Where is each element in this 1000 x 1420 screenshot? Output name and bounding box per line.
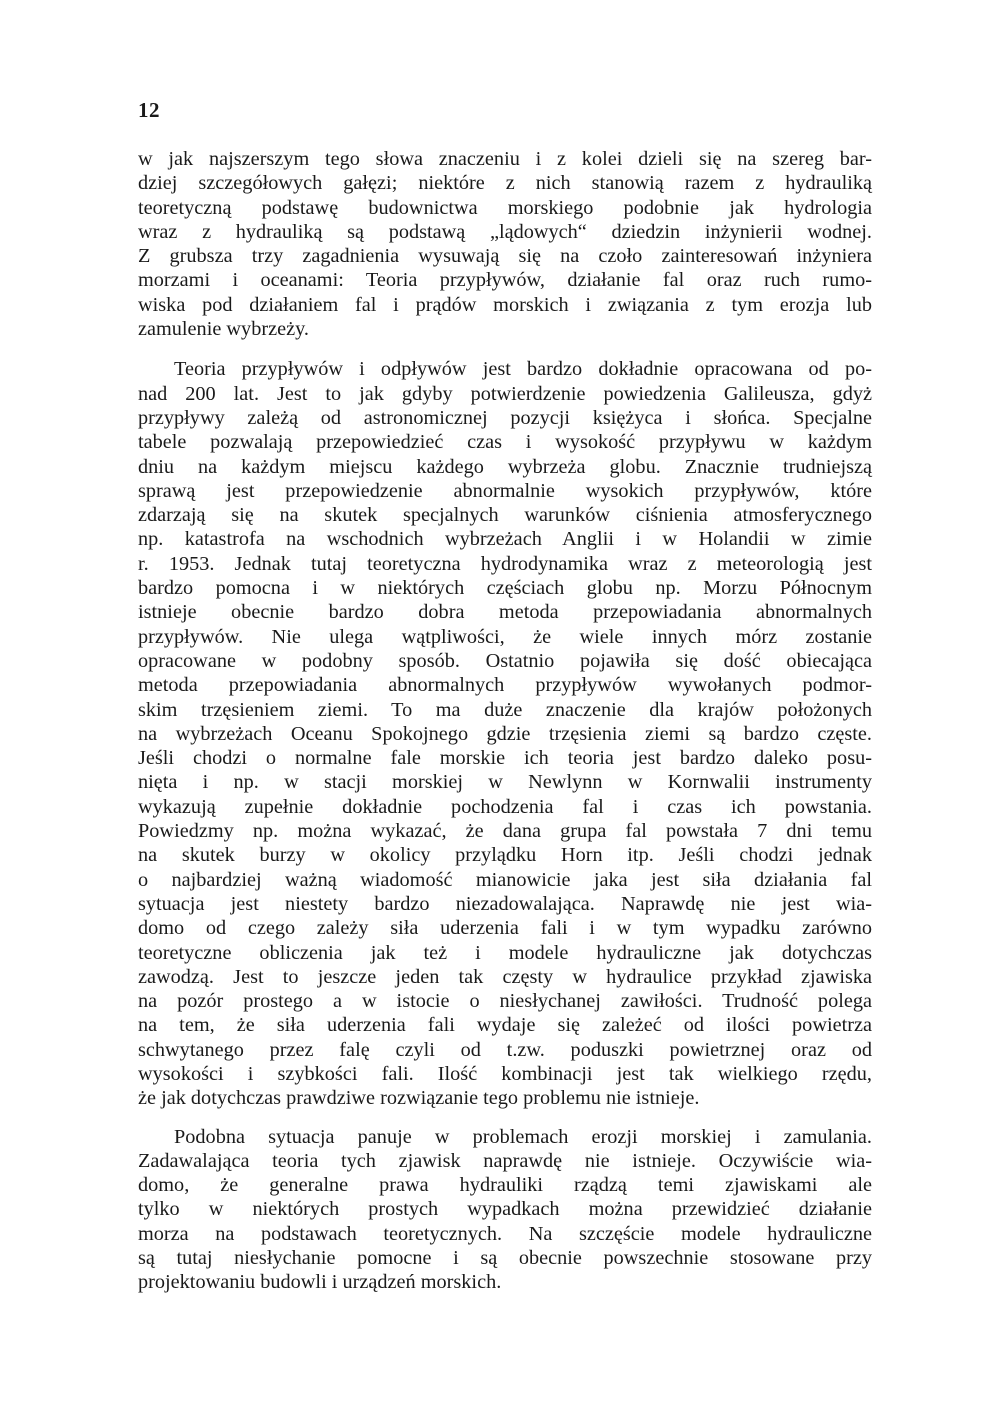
body-text	[138, 147, 872, 1295]
text-line: Podobna sytuacja panuje w problemach erozji morskiej i zamulania.	[174, 1125, 872, 1148]
text-line: domo od czego zależy siła uderzenia fali i w tym wypadku zarówno	[138, 917, 872, 940]
text-line: Powiedzmy np. można wykazać, że dana grupa fal powstała 7 dni temu	[138, 820, 872, 843]
text-line: przypływów. Nie ulega wątpliwości, że wiele innych mórz zostanie	[138, 625, 872, 648]
text-line: bardzo pomocna i w niektórych częściach globu np. Morzu Północnym	[138, 577, 872, 600]
text-line: dziej szczegółowych gałęzi; niektóre z nich stanowią razem z hydrauliką	[138, 172, 872, 195]
text-line: na skutek burzy w okolicy przylądku Horn itp. Jeśli chodzi jednak	[138, 844, 872, 867]
text-line: r. 1953. Jednak tutaj teoretyczna hydrodynamika wraz z meteorologią jest	[138, 552, 872, 575]
text-line: morzami i oceanami: Teoria przypływów, działanie fal oraz ruch rumo-	[138, 269, 872, 292]
text-line: sprawą jest przepowiedzenie abnormalnie wysokich przypływów, które	[138, 479, 872, 502]
text-line: na tem, że siła uderzenia fali wydaje się zależeć od ilości powietrza	[138, 1014, 872, 1037]
paragraph-2	[138, 357, 872, 1110]
paragraph-1	[138, 147, 872, 341]
text-line: domo, że generalne prawa hydrauliki rządzą temi zjawiskami ale	[138, 1174, 872, 1197]
text-line: metoda przepowiadania abnormalnych przypływów wywołanych podmor-	[138, 674, 872, 697]
text-line: zawodzą. Jest to jeszcze jeden tak częsty w hydraulice przykład zjawiska	[138, 965, 872, 988]
text-line: Jeśli chodzi o normalne fale morskie ich teoria jest bardzo daleko posu-	[138, 747, 872, 770]
paragraph-3	[138, 1125, 872, 1295]
text-line: przypływy zależą od astronomicznej pozycji księżyca i słońca. Specjalne	[138, 406, 872, 429]
text-line: skim trzęsieniem ziemi. To ma duże znaczenie dla krajów położonych	[138, 698, 872, 721]
text-line: tylko w niektórych prostych wypadkach można przewidzieć działanie	[138, 1198, 872, 1221]
text-line: opracowane w podobny sposób. Ostatnio pojawiła się dość obiecająca	[138, 649, 872, 672]
text-line: dniu na każdym miejscu każdego wybrzeża globu. Znacznie trudniejszą	[138, 455, 872, 478]
text-line: że jak dotychczas prawdziwe rozwiązanie tego problemu nie istnieje.	[138, 1087, 700, 1110]
text-line: są tutaj niesłychanie pomocne i są obecnie powszechnie stosowane przy	[138, 1247, 872, 1270]
text-line: Zadawalająca teoria tych zjawisk naprawdę nie istnieje. Oczywiście wia-	[138, 1149, 872, 1172]
text-line: w jak najszerszym tego słowa znaczeniu i z kolei dzieli się na szereg bar-	[138, 148, 872, 170]
text-line: Teoria przypływów i odpływów jest bardzo dokładnie opracowana od po-	[174, 358, 872, 381]
text-line: teoretyczne obliczenia jak też i modele hydrauliczne jak dotychczas	[138, 941, 872, 964]
text-line: o najbardziej ważną wiadomość mianowicie jaka jest siła działania fal	[138, 868, 872, 891]
text-line: na pozór prostego a w istocie o niesłychanej zawiłości. Trudność polega	[138, 990, 872, 1013]
text-line: wraz z hydrauliką są podstawą „lądowych“ dziedzin inżynierii wodnej.	[138, 220, 872, 243]
text-line: na wybrzeżach Oceanu Spokojnego gdzie trzęsienia ziemi są bardzo częste.	[138, 722, 872, 745]
text-line: Z grubsza trzy zagadnienia wysuwają się na czoło zainteresowań inżyniera	[138, 245, 872, 268]
text-line: tabele pozwalają przepowiedzieć czas i wysokość przypływu w każdym	[138, 431, 872, 454]
text-line: schwytanego przez falę czyli od t.zw. poduszki powietrznej oraz od	[138, 1038, 872, 1061]
text-line: wykazują zupełnie dokładnie pochodzenia fal i czas ich powstania.	[138, 795, 872, 818]
text-line: teoretyczną podstawę budownictwa morskiego podobnie jak hydrologia	[138, 196, 872, 219]
text-line: np. katastrofa na wschodnich wybrzeżach Anglii i w Holandii w zimie	[138, 528, 872, 551]
text-line: zdarzają się na skutek specjalnych warunków ciśnienia atmosferycznego	[138, 504, 872, 527]
text-line: wysokości i szybkości fali. Ilość kombinacji jest tak wielkiego rzędu,	[138, 1062, 872, 1085]
text-line: nięta i np. w stacji morskiej w Newlynn w Kornwalii instrumenty	[138, 771, 872, 794]
page-number: 12	[138, 98, 160, 122]
text-line: wiska pod działaniem fal i prądów morskich i związania z tym erozja lub	[138, 293, 872, 316]
text-line: projektowaniu budowli i urządzeń morskich.	[138, 1271, 502, 1294]
text-line: zamulenie wybrzeży.	[138, 318, 309, 341]
text-line: morza na podstawach teoretycznych. Na szczęście modele hydrauliczne	[138, 1222, 872, 1245]
text-line: sytuacja jest niestety bardzo niezadowalająca. Naprawdę nie jest wia-	[138, 892, 872, 915]
text-line: nad 200 lat. Jest to jak gdyby potwierdzenie powiedzenia Galileusza, gdyż	[138, 382, 872, 405]
text-line: istnieje obecnie bardzo dobra metoda przepowiadania abnormalnych	[138, 601, 872, 624]
